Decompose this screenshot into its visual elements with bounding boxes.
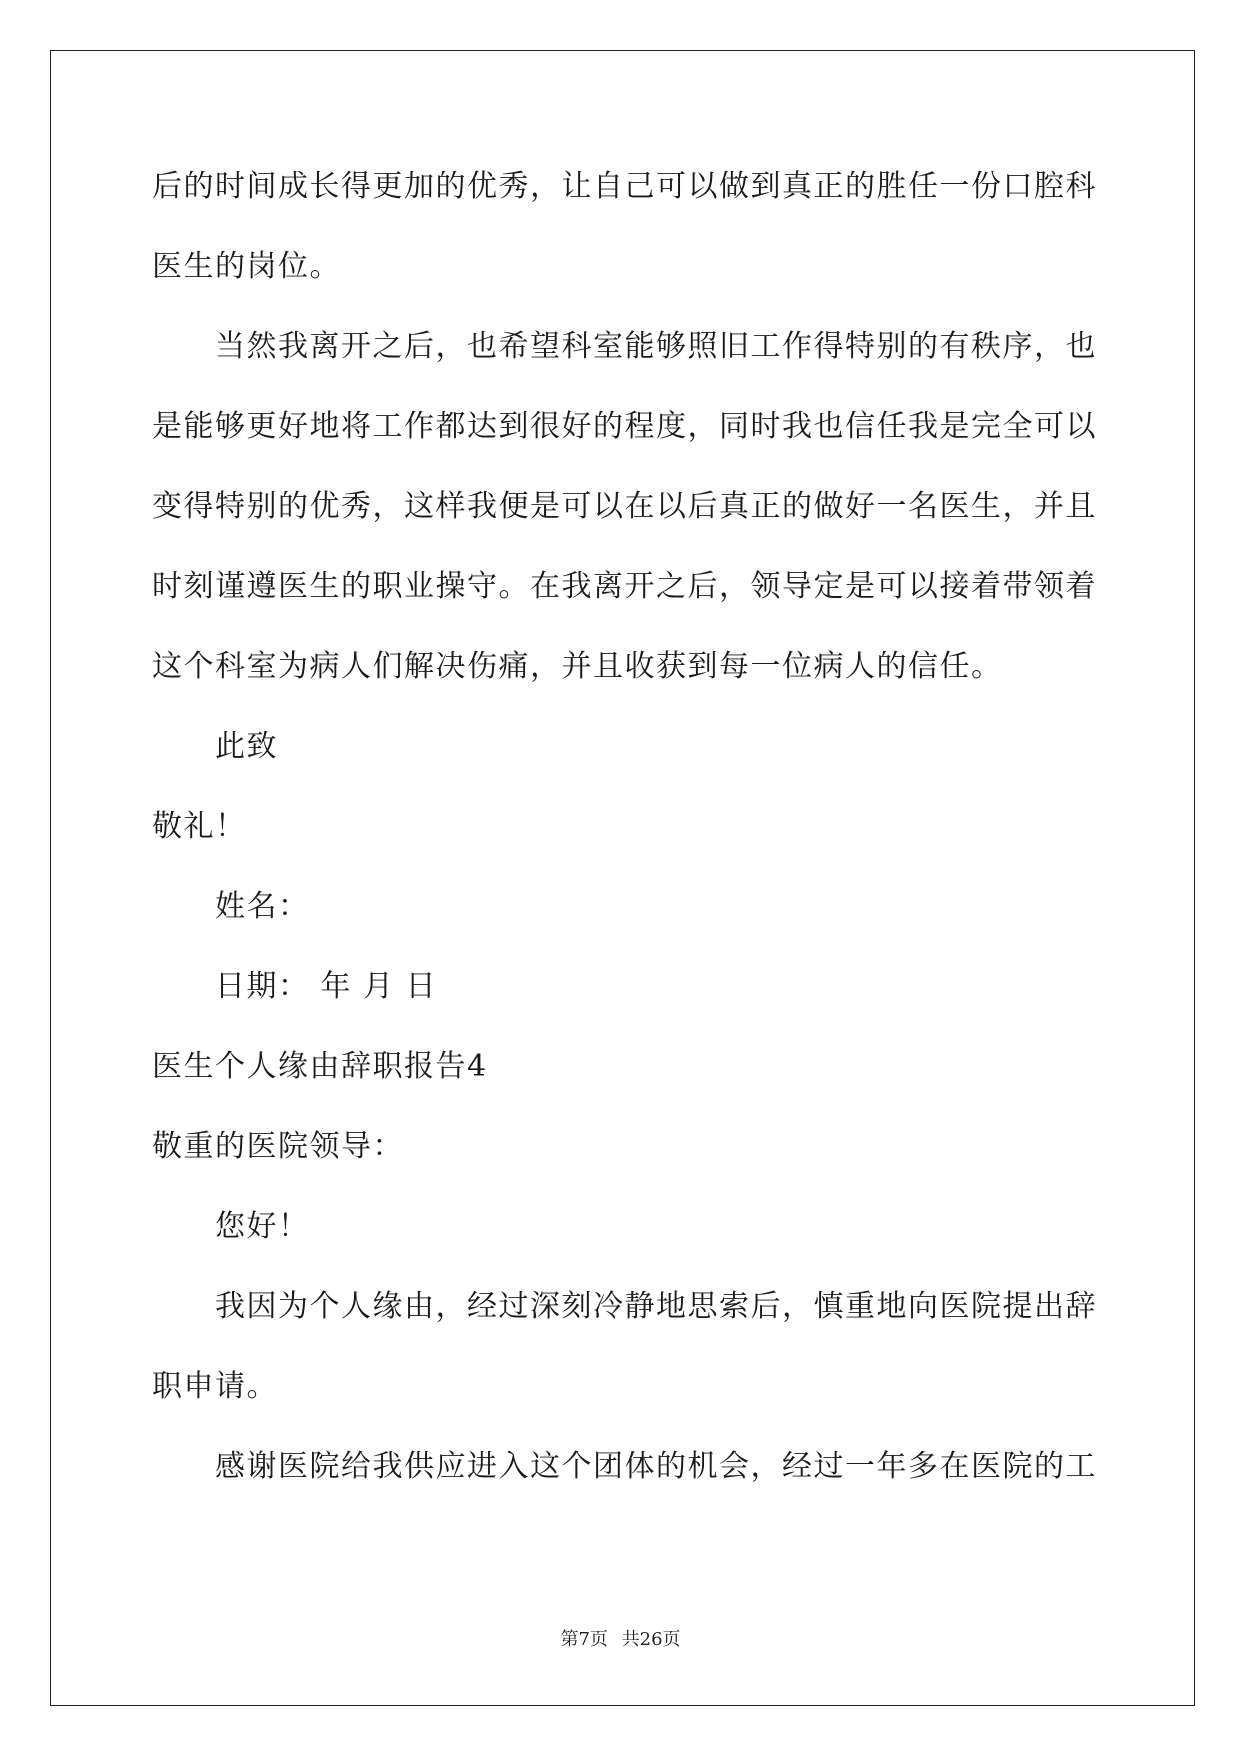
text-line: 是能够更好地将工作都达到很好的程度，同时我也信任我是完全可以 [152,409,1097,444]
section-title: 医生个人缘由辞职报告4 [152,1049,488,1084]
text-line: 感谢医院给我供应进入这个团体的机会，经过一年多在医院的工 [215,1449,1097,1484]
signature-name: 姓名： [215,889,310,924]
page-footer [0,1628,1241,1652]
letter-greeting: 敬重的医院领导： [152,1129,404,1164]
letter-hello: 您好！ [215,1209,310,1244]
text-line: 后的时间成长得更加的优秀，让自己可以做到真正的胜任一份口腔科 [152,169,1097,204]
closing-respect: 敬礼！ [152,809,247,844]
text-line: 这个科室为病人们解决伤痛，并且收获到每一位病人的信任。 [152,649,1003,684]
page-number: 第7页 [560,1629,608,1650]
text-line: 我因为个人缘由，经过深刻冷静地思索后，慎重地向医院提出辞 [215,1289,1097,1324]
text-line: 变得特别的优秀，这样我便是可以在以后真正的做好一名医生，并且 [152,489,1097,524]
text-line: 医生的岗位。 [152,249,341,284]
page-total: 共26页 [621,1629,681,1650]
signature-date: 日期： 年 月 日 [215,969,438,1004]
text-line: 职申请。 [152,1369,278,1404]
text-line: 当然我离开之后，也希望科室能够照旧工作得特别的有秩序，也 [215,329,1097,364]
closing-salutation: 此致 [215,729,278,764]
text-line: 时刻谨遵医生的职业操守。在我离开之后，领导定是可以接着带领着 [152,569,1097,604]
